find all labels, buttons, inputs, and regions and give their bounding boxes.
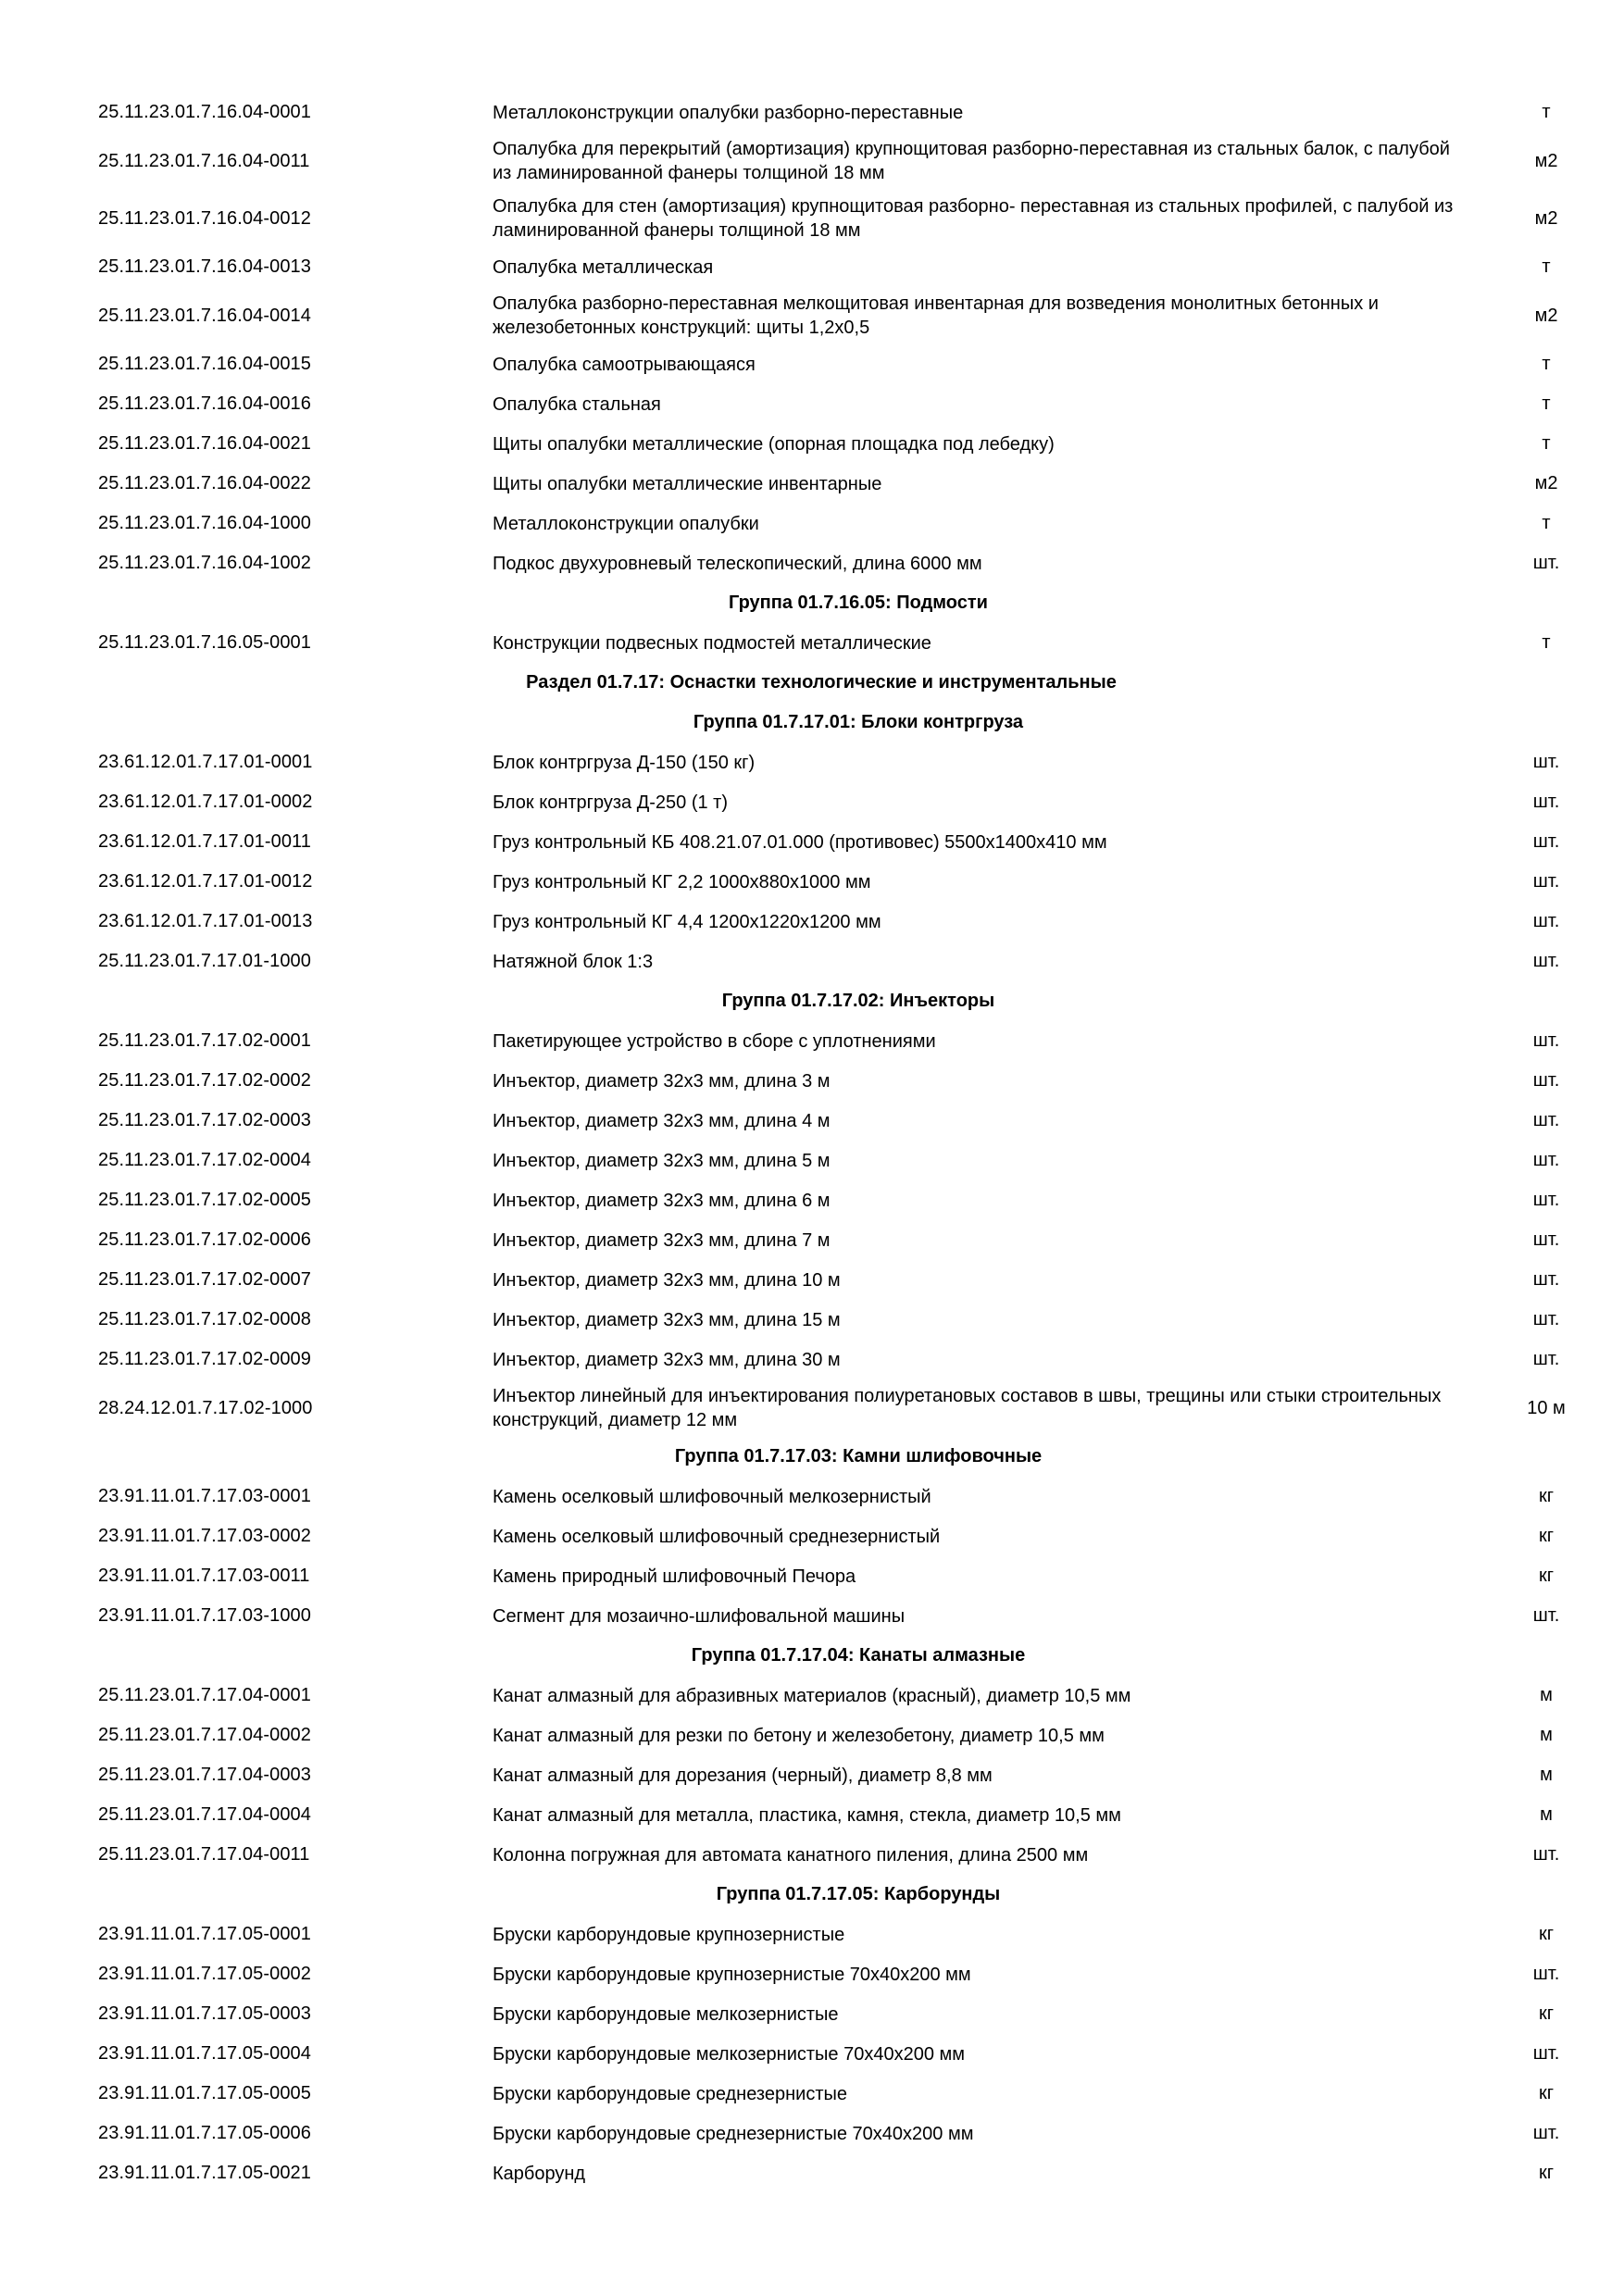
table-row [0,1915,1624,1954]
table-row [0,1260,1624,1300]
item-name: Инъектор линейный для инъектирования полиуретановых составов в швы, трещины или стыки строительных конструкций, диаметр 12 мм [493,1386,1442,1430]
table-row [0,1954,1624,1994]
item-name: Груз контрольный КГ 2,2 1000х880х1000 мм [493,871,871,892]
table-row [0,1755,1624,1795]
item-name: Инъектор, диаметр 32x3 мм, длина 3 м [493,1070,831,1092]
item-code: 25.11.23.01.7.16.04-0012 [98,207,312,229]
item-unit: 10 м [1527,1397,1566,1418]
item-code: 23.91.11.01.7.17.05-0004 [98,2043,312,2064]
item-name: Сегмент для мозаично-шлифовальной машины [493,1605,906,1627]
item-code: 25.11.23.01.7.16.04-0014 [98,305,312,326]
item-unit: т [1542,102,1551,122]
item-unit: кг [1538,2083,1555,2103]
item-name: Бруски карборундовые крупнозернистые 70x40x200 мм [493,1964,971,1985]
item-code: 25.11.23.01.7.16.04-0022 [98,473,312,493]
item-name: Бруски карборундовые мелкозернистые 70x40x200 мм [493,2043,965,2065]
item-name: Металлоконструкции опалубки [493,513,759,534]
item-name: Щиты опалубки металлические инвентарные [493,473,882,494]
group-heading [0,981,1624,1021]
item-name: Колонна погружная для автомата канатного пиления, длина 2500 мм [493,1844,1089,1866]
item-code: 23.91.11.01.7.17.05-0005 [98,2083,312,2103]
item-code: 25.11.23.01.7.17.02-0006 [98,1229,312,1250]
table-row [0,1556,1624,1596]
item-code: 25.11.23.01.7.16.04-0016 [98,393,312,414]
item-unit: шт. [1532,1070,1560,1091]
item-code: 25.11.23.01.7.17.04-0011 [98,1844,310,1865]
item-name: Канат алмазный для резки по бетону и железобетону, диаметр 10,5 мм [493,1725,1105,1746]
item-unit: м2 [1534,207,1558,229]
item-name: Бруски карборундовые среднезернистые [493,2083,847,2104]
item-code: 23.61.12.01.7.17.01-0013 [98,911,313,931]
heading-text: Раздел 01.7.17: Оснастки технологические и инструментальные [526,672,1117,693]
table-row [0,1994,1624,2034]
table-row [0,1180,1624,1220]
table-row [0,862,1624,902]
item-name: Подкос двухуровневый телескопический, длина 6000 мм [493,553,982,574]
item-unit: шт. [1532,1309,1560,1329]
item-unit: шт. [1532,871,1560,892]
item-unit: шт. [1532,1964,1560,1984]
table-row [0,1835,1624,1875]
item-code: 25.11.23.01.7.17.02-0002 [98,1070,312,1091]
item-unit: шт. [1532,1269,1560,1290]
table-row [0,504,1624,543]
table-row [0,1220,1624,1260]
item-code: 23.91.11.01.7.17.05-0001 [98,1924,312,1944]
item-code: 23.61.12.01.7.17.01-0011 [98,831,312,852]
table-row [0,902,1624,942]
heading-text: Группа 01.7.17.05: Карборунды [716,1884,1001,1904]
item-name: Опалубка металлическая [493,256,714,278]
item-unit: шт. [1532,1190,1560,1210]
item-unit: шт. [1532,831,1560,852]
table-row [0,742,1624,782]
table-row [0,93,1624,132]
table-row [0,2114,1624,2153]
heading-text: Группа 01.7.17.04: Канаты алмазные [691,1645,1026,1666]
item-unit: шт. [1532,2043,1560,2064]
item-unit: шт. [1532,911,1560,931]
table-row [0,190,1624,247]
heading-text: Группа 01.7.17.02: Инъекторы [721,991,995,1011]
item-code: 23.91.11.01.7.17.03-1000 [98,1605,312,1626]
item-code: 25.11.23.01.7.16.04-0011 [98,150,310,171]
item-unit: шт. [1532,1110,1560,1130]
item-unit: кг [1538,1566,1555,1586]
item-code: 25.11.23.01.7.17.02-0008 [98,1309,312,1329]
table-row [0,344,1624,384]
item-code: 23.61.12.01.7.17.01-0001 [98,752,313,772]
item-name: Инъектор, диаметр 32x3 мм, длина 5 м [493,1150,831,1171]
item-code: 23.91.11.01.7.17.05-0021 [98,2163,312,2183]
table-row [0,1021,1624,1061]
item-name: Опалубка для перекрытий (амортизация) крупнощитовая разборно-переставная из стальных балок, с палубой из ламинированной фанеры толщиной 18 мм [493,139,1450,183]
item-unit: м [1540,1685,1553,1705]
item-unit: м [1540,1765,1553,1785]
table-row [0,1101,1624,1141]
item-name: Блок контргруза Д-250 (1 т) [493,792,728,813]
table-row [0,1676,1624,1716]
item-unit: шт. [1532,2123,1560,2143]
item-name: Инъектор, диаметр 32x3 мм, длина 7 м [493,1229,831,1251]
item-name: Пакетирующее устройство в сборе с уплотнениями [493,1030,936,1052]
item-name: Бруски карборундовые среднезернистые 70x40x200 мм [493,2123,974,2144]
table-row [0,1716,1624,1755]
item-name: Опалубка самоотрывающаяся [493,354,756,375]
table-row [0,1379,1624,1437]
item-unit: т [1542,354,1551,374]
table-row [0,2153,1624,2193]
table-row [0,1141,1624,1180]
item-code: 25.11.23.01.7.17.04-0001 [98,1685,312,1705]
item-code: 25.11.23.01.7.17.04-0004 [98,1804,312,1825]
item-unit: м2 [1534,150,1558,171]
item-code: 25.11.23.01.7.17.02-0005 [98,1190,312,1210]
item-name: Опалубка стальная [493,393,661,415]
table-row [0,384,1624,424]
document-table [0,93,1624,2193]
table-row [0,1516,1624,1556]
table-row [0,132,1624,190]
item-code: 23.91.11.01.7.17.05-0002 [98,1964,312,1984]
heading-text: Группа 01.7.16.05: Подмости [729,593,988,613]
item-name: Камень оселковый шлифовочный мелкозернистый [493,1486,931,1507]
table-row [0,247,1624,287]
item-code: 23.91.11.01.7.17.03-0011 [98,1566,310,1586]
item-code: 25.11.23.01.7.16.04-0015 [98,354,312,374]
item-name: Щиты опалубки металлические (опорная площадка под лебедку) [493,433,1055,455]
item-unit: т [1542,632,1551,653]
item-code: 25.11.23.01.7.17.04-0002 [98,1725,312,1745]
item-code: 25.11.23.01.7.16.05-0001 [98,632,312,653]
item-code: 23.91.11.01.7.17.05-0003 [98,2003,312,2024]
item-code: 23.91.11.01.7.17.05-0006 [98,2123,312,2143]
table-row [0,464,1624,504]
item-unit: м2 [1534,305,1558,326]
item-name: Инъектор, диаметр 32x3 мм, длина 15 м [493,1309,841,1330]
item-name: Канат алмазный для металла, пластика, камня, стекла, диаметр 10,5 мм [493,1804,1121,1826]
item-unit: шт. [1532,1605,1560,1626]
item-unit: шт. [1532,553,1560,573]
item-unit: кг [1538,1924,1555,1944]
item-unit: кг [1538,1486,1555,1506]
table-row [0,543,1624,583]
item-name: Инъектор, диаметр 32x3 мм, длина 10 м [493,1269,841,1291]
item-name: Груз контрольный КГ 4,4 1200х1220х1200 мм [493,911,881,932]
item-name: Блок контргруза Д-150 (150 кг) [493,752,756,773]
item-code: 23.91.11.01.7.17.03-0002 [98,1526,312,1546]
item-code: 28.24.12.01.7.17.02-1000 [98,1397,313,1418]
item-unit: шт. [1532,951,1560,971]
item-unit: м [1540,1804,1553,1825]
item-name: Инъектор, диаметр 32x3 мм, длина 30 м [493,1349,841,1370]
item-code: 25.11.23.01.7.17.02-0007 [98,1269,312,1290]
item-code: 25.11.23.01.7.16.04-0001 [98,102,312,122]
item-unit: шт. [1532,752,1560,772]
item-code: 25.11.23.01.7.17.01-1000 [98,951,312,971]
table-row [0,822,1624,862]
item-name: Камень оселковый шлифовочный среднезернистый [493,1526,941,1547]
item-name: Инъектор, диаметр 32x3 мм, длина 4 м [493,1110,831,1131]
item-code: 23.61.12.01.7.17.01-0012 [98,871,313,892]
group-heading [0,1437,1624,1477]
item-unit: т [1542,256,1551,277]
item-unit: шт. [1532,1030,1560,1051]
item-name: Натяжной блок 1:3 [493,951,654,972]
item-unit: м [1540,1725,1553,1745]
item-code: 25.11.23.01.7.17.02-0009 [98,1349,312,1369]
item-unit: шт. [1532,1844,1560,1865]
item-name: Инъектор, диаметр 32x3 мм, длина 6 м [493,1190,831,1211]
table-row [0,1340,1624,1379]
item-code: 25.11.23.01.7.17.02-0003 [98,1110,312,1130]
table-row [0,424,1624,464]
item-unit: т [1542,393,1551,414]
table-row [0,1300,1624,1340]
table-row [0,2074,1624,2114]
item-code: 25.11.23.01.7.16.04-1002 [98,553,312,573]
section-heading [0,663,1624,703]
item-name: Канат алмазный для абразивных материалов (красный), диаметр 10,5 мм [493,1685,1131,1706]
item-name: Камень природный шлифовочный Печора [493,1566,856,1587]
item-name: Опалубка разборно-переставная мелкощитовая инвентарная для возведения монолитных бетонных и железобетонных конструкций: щиты 1,2x0,5 [493,293,1379,338]
heading-text: Группа 01.7.17.03: Камни шлифовочные [674,1446,1043,1466]
group-heading [0,1636,1624,1676]
item-code: 23.61.12.01.7.17.01-0002 [98,792,313,812]
item-name: Опалубка для стен (амортизация) крупнощитовая разборно- переставная из стальных профилей, с палубой из ламинированной фанеры толщиной 18 мм [493,196,1454,241]
table-row [0,782,1624,822]
item-unit: т [1542,433,1551,454]
item-code: 23.91.11.01.7.17.03-0001 [98,1486,312,1506]
item-code: 25.11.23.01.7.17.04-0003 [98,1765,312,1785]
item-name: Груз контрольный КБ 408.21.07.01.000 (противовес) 5500х1400х410 мм [493,831,1107,853]
item-name: Канат алмазный для дорезания (черный), диаметр 8,8 мм [493,1765,993,1786]
item-unit: кг [1538,1526,1555,1546]
item-code: 25.11.23.01.7.17.02-0001 [98,1030,312,1051]
item-name: Бруски карборундовые крупнозернистые [493,1924,845,1945]
table-row [0,1795,1624,1835]
item-name: Бруски карборундовые мелкозернистые [493,2003,839,2025]
item-unit: кг [1538,2163,1555,2183]
table-row [0,287,1624,344]
item-unit: шт. [1532,792,1560,812]
item-code: 25.11.23.01.7.16.04-0021 [98,433,312,454]
item-unit: шт. [1532,1349,1560,1369]
item-name: Металлоконструкции опалубки разборно-переставные [493,102,964,123]
item-unit: шт. [1532,1150,1560,1170]
item-code: 25.11.23.01.7.17.02-0004 [98,1150,312,1170]
table-row [0,942,1624,981]
item-unit: т [1542,513,1551,533]
item-unit: кг [1538,2003,1555,2024]
item-name: Карборунд [493,2163,586,2184]
item-unit: м2 [1534,473,1558,493]
item-unit: шт. [1532,1229,1560,1250]
table-row [0,2034,1624,2074]
group-heading [0,703,1624,742]
table-row [0,1596,1624,1636]
table-row [0,1061,1624,1101]
heading-text: Группа 01.7.17.01: Блоки контргруза [693,712,1024,732]
group-heading [0,583,1624,623]
table-row [0,623,1624,663]
table-row [0,1477,1624,1516]
item-name: Конструкции подвесных подмостей металлические [493,632,931,654]
group-heading [0,1875,1624,1915]
item-code: 25.11.23.01.7.16.04-1000 [98,513,312,533]
item-code: 25.11.23.01.7.16.04-0013 [98,256,312,277]
